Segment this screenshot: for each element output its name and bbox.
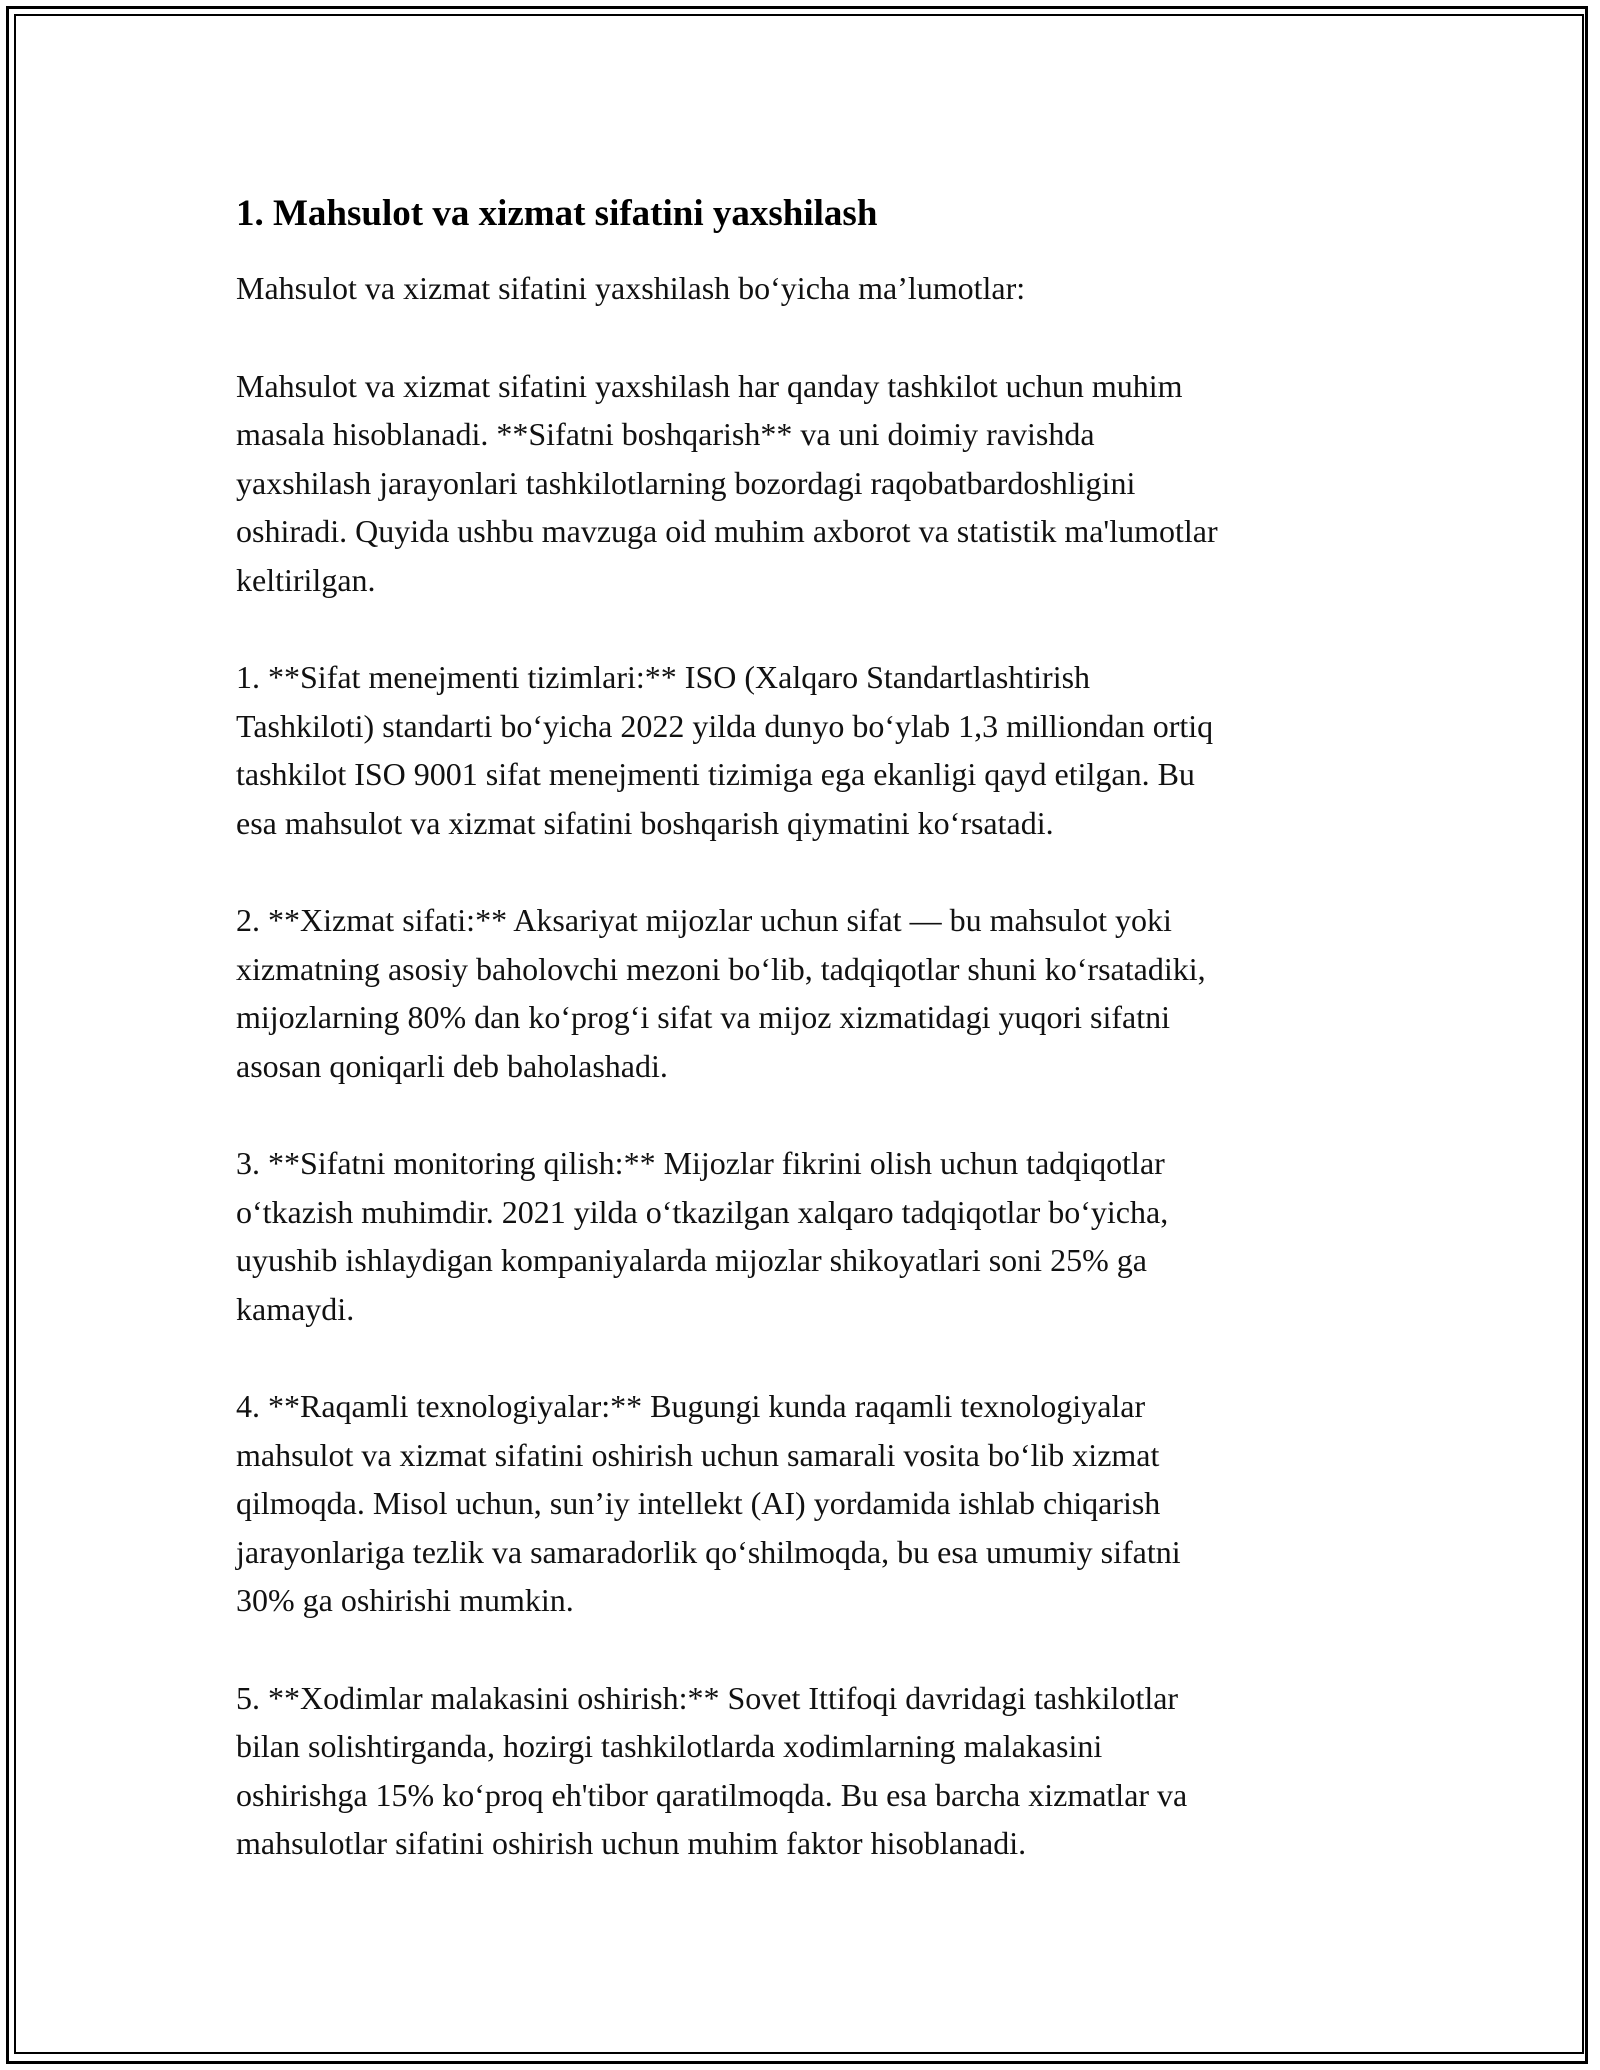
- document-body: [236, 188, 1366, 1868]
- point-quality-management-systems: 1. **Sifat menejmenti tizimlari:** ISO (Xalqaro Standartlashtirish Tashkiloti) standarti bo‘yicha 2022 yilda dunyo bo‘ylab 1,3 milliondan ortiq tashkilot ISO 9001 sifat menejmenti tizimiga ega ekanligi qayd etilgan. Bu esa mahsulot va xizmat sifatini boshqarish qiymatini ko‘rsatadi.: [236, 659, 1214, 841]
- point-service-quality: 2. **Xizmat sifati:** Aksariyat mijozlar uchun sifat — bu mahsulot yoki xizmatning asosiy baholovchi mezoni bo‘lib, tadqiqotlar shuni ko‘rsatadiki, mijozlarning 80% dan ko‘prog‘i sifat va mijoz xizmatidagi yuqori sifatni asosan qoniqarli deb baholashadi.: [236, 902, 1206, 1084]
- document-heading: 1. Mahsulot va xizmat sifatini yaxshilash: [236, 193, 878, 234]
- point-digital-technologies: 4. **Raqamli texnologiyalar:** Bugungi kunda raqamli texnologiyalar mahsulot va xizmat sifatini oshirish uchun samarali vosita bo‘lib xizmat qilmoqda. Misol uchun, sun’iy intellekt (AI) yordamida ishlab chiqarish jarayonlariga tezlik va samaradorlik qo‘shilmoqda, bu esa umumiy sifatni 30% ga oshirishi mumkin.: [236, 1388, 1181, 1618]
- point-staff-training: 5. **Xodimlar malakasini oshirish:** Sovet Ittifoqi davridagi tashkilotlar bilan solishtirganda, hozirgi tashkilotlarda xodimlarning malakasini oshirishga 15% ko‘proq eh'tibor qaratilmoqda. Bu esa barcha xizmatlar va mahsulotlar sifatini oshirish uchun muhim faktor hisoblanadi.: [236, 1679, 1188, 1861]
- intro-line: Mahsulot va xizmat sifatini yaxshilash bo‘yicha ma’lumotlar:: [236, 270, 1026, 306]
- intro-paragraph: Mahsulot va xizmat sifatini yaxshilash har qanday tashkilot uchun muhim masala hisoblanadi. **Sifatni boshqarish** va uni doimiy ravishda yaxshilash jarayonlari tashkilotlarning bozordagi raqobatbardoshligini oshiradi. Quyida ushbu mavzuga oid muhim axborot va statistik ma'lumotlar keltirilgan.: [236, 367, 1218, 598]
- point-quality-monitoring: 3. **Sifatni monitoring qilish:** Mijozlar fikrini olish uchun tadqiqotlar o‘tkazish muhimdir. 2021 yilda o‘tkazilgan xalqaro tadqiqotlar bo‘yicha, uyushib ishlaydigan kompaniyalarda mijozlar shikoyatlari soni 25% ga kamaydi.: [236, 1145, 1169, 1327]
